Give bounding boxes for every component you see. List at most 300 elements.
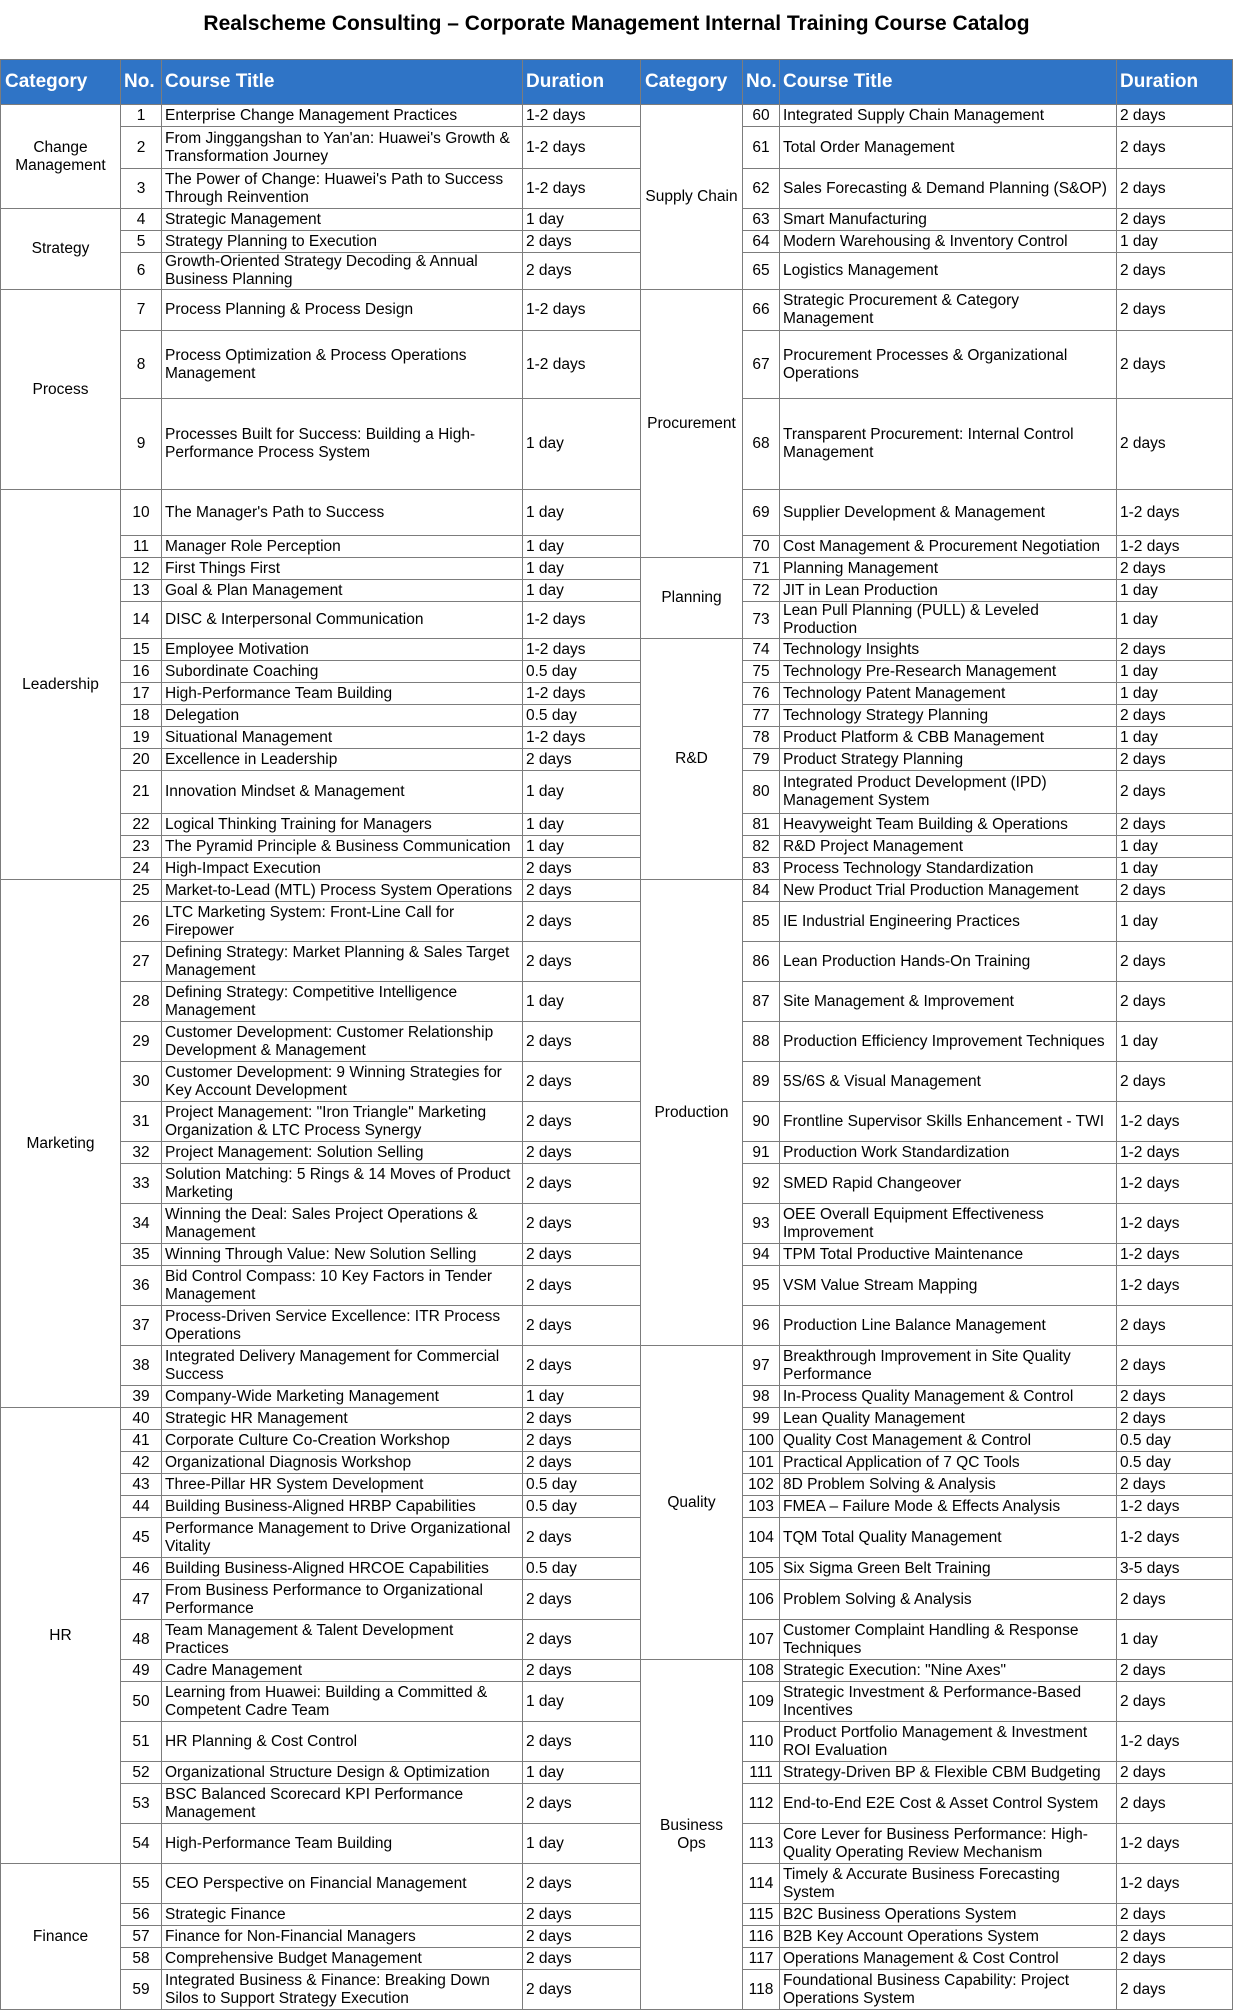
- course-number-right: 74: [743, 639, 780, 661]
- category-cell-left: HR: [1, 1408, 121, 1864]
- category-cell-left: Leadership: [1, 490, 121, 880]
- course-number-right: 111: [743, 1762, 780, 1784]
- duration-header-right: Duration: [1117, 60, 1233, 105]
- table-row: [1, 1164, 1233, 1204]
- course-duration-left: 2 days: [523, 231, 641, 253]
- course-duration-right: 2 days: [1117, 1474, 1233, 1496]
- course-duration-left: 2 days: [523, 1452, 641, 1474]
- course-number-left: 23: [121, 836, 162, 858]
- course-duration-right: 2 days: [1117, 558, 1233, 580]
- table-row: [1, 683, 1233, 705]
- table-row: [1, 814, 1233, 836]
- course-number-left: 47: [121, 1580, 162, 1620]
- course-title-right: Strategic Execution: "Nine Axes": [780, 1660, 1117, 1682]
- course-title-left: First Things First: [162, 558, 523, 580]
- course-duration-left: 1 day: [523, 814, 641, 836]
- course-title-left: DISC & Interpersonal Communication: [162, 602, 523, 639]
- course-title-left: Project Management: "Iron Triangle" Marketing Organization & LTC Process Synergy: [162, 1102, 523, 1142]
- course-title-right: Transparent Procurement: Internal Control Management: [780, 399, 1117, 490]
- course-title-right: Timely & Accurate Business Forecasting System: [780, 1864, 1117, 1904]
- course-number-left: 13: [121, 580, 162, 602]
- course-duration-left: 1 day: [523, 1682, 641, 1722]
- course-number-right: 62: [743, 169, 780, 209]
- course-number-right: 88: [743, 1022, 780, 1062]
- course-title-right: Modern Warehousing & Inventory Control: [780, 231, 1117, 253]
- course-number-left: 32: [121, 1142, 162, 1164]
- course-duration-right: 2 days: [1117, 1926, 1233, 1948]
- course-number-left: 38: [121, 1346, 162, 1386]
- course-duration-right: 1-2 days: [1117, 1824, 1233, 1864]
- category-header-left: Category: [1, 60, 121, 105]
- category-header-right: Category: [641, 60, 743, 105]
- course-duration-left: 2 days: [523, 1244, 641, 1266]
- course-number-right: 81: [743, 814, 780, 836]
- course-number-left: 34: [121, 1204, 162, 1244]
- course-number-right: 116: [743, 1926, 780, 1948]
- table-row: [1, 1682, 1233, 1722]
- course-title-right: Product Strategy Planning: [780, 749, 1117, 771]
- course-title-left: Finance for Non-Financial Managers: [162, 1926, 523, 1948]
- course-number-right: 113: [743, 1824, 780, 1864]
- course-duration-right: 2 days: [1117, 290, 1233, 331]
- course-number-left: 8: [121, 331, 162, 399]
- course-number-right: 94: [743, 1244, 780, 1266]
- table-row: [1, 661, 1233, 683]
- course-title-right: Smart Manufacturing: [780, 209, 1117, 231]
- course-title-left: The Power of Change: Huawei's Path to Success Through Reinvention: [162, 169, 523, 209]
- course-number-left: 7: [121, 290, 162, 331]
- table-row: [1, 290, 1233, 331]
- course-title-left: Excellence in Leadership: [162, 749, 523, 771]
- table-row: [1, 1558, 1233, 1580]
- course-title-left: Learning from Huawei: Building a Committed & Competent Cadre Team: [162, 1682, 523, 1722]
- course-title-right: Process Technology Standardization: [780, 858, 1117, 880]
- course-number-left: 18: [121, 705, 162, 727]
- course-duration-left: 1-2 days: [523, 331, 641, 399]
- course-title-left: High-Performance Team Building: [162, 1824, 523, 1864]
- table-row: [1, 982, 1233, 1022]
- course-title-right: SMED Rapid Changeover: [780, 1164, 1117, 1204]
- table-row: [1, 727, 1233, 749]
- table-row: [1, 1784, 1233, 1824]
- course-number-left: 26: [121, 902, 162, 942]
- table-row: [1, 1496, 1233, 1518]
- course-title-left: Defining Strategy: Competitive Intelligence Management: [162, 982, 523, 1022]
- course-number-right: 79: [743, 749, 780, 771]
- course-number-right: 93: [743, 1204, 780, 1244]
- course-title-left: Strategic HR Management: [162, 1408, 523, 1430]
- course-duration-right: 2 days: [1117, 1580, 1233, 1620]
- course-duration-left: 1 day: [523, 399, 641, 490]
- course-duration-right: 2 days: [1117, 1970, 1233, 2010]
- course-duration-left: 2 days: [523, 880, 641, 902]
- course-duration-left: 2 days: [523, 1306, 641, 1346]
- course-number-right: 106: [743, 1580, 780, 1620]
- table-row: [1, 1722, 1233, 1762]
- course-number-right: 112: [743, 1784, 780, 1824]
- course-duration-left: 2 days: [523, 1266, 641, 1306]
- course-title-right: Product Platform & CBB Management: [780, 727, 1117, 749]
- course-number-left: 4: [121, 209, 162, 231]
- course-duration-right: 2 days: [1117, 814, 1233, 836]
- course-duration-left: 1-2 days: [523, 683, 641, 705]
- course-number-right: 67: [743, 331, 780, 399]
- course-number-left: 45: [121, 1518, 162, 1558]
- table-row: [1, 1620, 1233, 1660]
- course-title-right: Total Order Management: [780, 127, 1117, 169]
- course-title-left: Integrated Delivery Management for Commercial Success: [162, 1346, 523, 1386]
- category-cell-left: Process: [1, 290, 121, 490]
- course-title-right: Customer Complaint Handling & Response Techniques: [780, 1620, 1117, 1660]
- course-number-left: 42: [121, 1452, 162, 1474]
- course-number-right: 98: [743, 1386, 780, 1408]
- course-duration-left: 2 days: [523, 902, 641, 942]
- table-row: [1, 1904, 1233, 1926]
- course-title-right: Breakthrough Improvement in Site Quality Performance: [780, 1346, 1117, 1386]
- course-title-header-left: Course Title: [162, 60, 523, 105]
- course-duration-left: 0.5 day: [523, 1474, 641, 1496]
- course-title-left: Organizational Diagnosis Workshop: [162, 1452, 523, 1474]
- course-duration-left: 2 days: [523, 858, 641, 880]
- course-title-right: B2B Key Account Operations System: [780, 1926, 1117, 1948]
- course-title-left: Enterprise Change Management Practices: [162, 105, 523, 127]
- course-title-left: Logical Thinking Training for Managers: [162, 814, 523, 836]
- course-duration-left: 2 days: [523, 1948, 641, 1970]
- course-number-right: 69: [743, 490, 780, 536]
- course-title-right: End-to-End E2E Cost & Asset Control System: [780, 1784, 1117, 1824]
- course-duration-right: 1 day: [1117, 580, 1233, 602]
- course-duration-left: 0.5 day: [523, 1558, 641, 1580]
- course-title-left: Process Optimization & Process Operations Management: [162, 331, 523, 399]
- course-number-left: 30: [121, 1062, 162, 1102]
- course-duration-right: 2 days: [1117, 982, 1233, 1022]
- course-catalog-table: [0, 59, 1233, 2010]
- course-duration-right: 2 days: [1117, 749, 1233, 771]
- table-row: [1, 602, 1233, 639]
- table-row: [1, 490, 1233, 536]
- course-number-right: 97: [743, 1346, 780, 1386]
- course-duration-left: 1-2 days: [523, 127, 641, 169]
- course-duration-left: 2 days: [523, 1904, 641, 1926]
- course-duration-left: 2 days: [523, 1620, 641, 1660]
- course-duration-left: 2 days: [523, 1926, 641, 1948]
- course-number-right: 91: [743, 1142, 780, 1164]
- course-title-left: High-Impact Execution: [162, 858, 523, 880]
- page-title: Realscheme Consulting – Corporate Management Internal Training Course Catalog: [203, 12, 1030, 35]
- course-duration-left: 1 day: [523, 1762, 641, 1784]
- course-number-right: 118: [743, 1970, 780, 2010]
- course-duration-right: 1 day: [1117, 1022, 1233, 1062]
- course-number-left: 17: [121, 683, 162, 705]
- course-duration-left: 1-2 days: [523, 727, 641, 749]
- course-title-left: Corporate Culture Co-Creation Workshop: [162, 1430, 523, 1452]
- course-duration-right: 1 day: [1117, 1620, 1233, 1660]
- course-number-left: 54: [121, 1824, 162, 1864]
- course-number-left: 3: [121, 169, 162, 209]
- course-number-right: 104: [743, 1518, 780, 1558]
- course-number-right: 110: [743, 1722, 780, 1762]
- course-title-right: Core Lever for Business Performance: High-Quality Operating Review Mechanism: [780, 1824, 1117, 1864]
- table-row: [1, 331, 1233, 399]
- course-number-right: 82: [743, 836, 780, 858]
- course-number-right: 107: [743, 1620, 780, 1660]
- course-title-left: Processes Built for Success: Building a High-Performance Process System: [162, 399, 523, 490]
- course-duration-right: 1 day: [1117, 602, 1233, 639]
- number-header-right: No.: [743, 60, 780, 105]
- table-row: [1, 1102, 1233, 1142]
- category-cell-left: Finance: [1, 1864, 121, 2010]
- course-title-right: Integrated Product Development (IPD) Management System: [780, 771, 1117, 814]
- table-row: [1, 880, 1233, 902]
- course-duration-right: 1 day: [1117, 231, 1233, 253]
- course-duration-right: 2 days: [1117, 1784, 1233, 1824]
- course-duration-right: 1 day: [1117, 727, 1233, 749]
- course-title-left: Delegation: [162, 705, 523, 727]
- course-duration-right: 1-2 days: [1117, 1164, 1233, 1204]
- course-number-right: 71: [743, 558, 780, 580]
- course-title-left: Goal & Plan Management: [162, 580, 523, 602]
- course-number-left: 40: [121, 1408, 162, 1430]
- course-title-left: Process Planning & Process Design: [162, 290, 523, 331]
- course-duration-left: 2 days: [523, 1102, 641, 1142]
- category-cell-left: Change Management: [1, 105, 121, 209]
- course-title-right: Lean Pull Planning (PULL) & Leveled Production: [780, 602, 1117, 639]
- course-duration-right: 1-2 days: [1117, 1266, 1233, 1306]
- course-title-left: BSC Balanced Scorecard KPI Performance Management: [162, 1784, 523, 1824]
- table-row: [1, 253, 1233, 290]
- course-number-left: 25: [121, 880, 162, 902]
- course-title-left: Winning Through Value: New Solution Selling: [162, 1244, 523, 1266]
- course-duration-right: 2 days: [1117, 1682, 1233, 1722]
- course-number-left: 1: [121, 105, 162, 127]
- course-title-left: Strategic Finance: [162, 1904, 523, 1926]
- course-number-right: 102: [743, 1474, 780, 1496]
- course-number-right: 103: [743, 1496, 780, 1518]
- course-number-left: 5: [121, 231, 162, 253]
- course-title-left: The Manager's Path to Success: [162, 490, 523, 536]
- course-title-right: Production Work Standardization: [780, 1142, 1117, 1164]
- course-number-left: 41: [121, 1430, 162, 1452]
- course-number-left: 56: [121, 1904, 162, 1926]
- course-number-left: 10: [121, 490, 162, 536]
- course-title-right: Production Efficiency Improvement Techniques: [780, 1022, 1117, 1062]
- course-duration-right: 1 day: [1117, 858, 1233, 880]
- course-title-right: Cost Management & Procurement Negotiation: [780, 536, 1117, 558]
- course-duration-right: 2 days: [1117, 105, 1233, 127]
- course-duration-right: 2 days: [1117, 1306, 1233, 1346]
- course-number-right: 75: [743, 661, 780, 683]
- course-title-left: Team Management & Talent Development Practices: [162, 1620, 523, 1660]
- course-duration-left: 2 days: [523, 1784, 641, 1824]
- course-title-right: B2C Business Operations System: [780, 1904, 1117, 1926]
- course-number-right: 92: [743, 1164, 780, 1204]
- course-title-left: Situational Management: [162, 727, 523, 749]
- course-duration-right: 2 days: [1117, 169, 1233, 209]
- course-duration-right: 2 days: [1117, 331, 1233, 399]
- course-number-right: 85: [743, 902, 780, 942]
- table-row: [1, 1244, 1233, 1266]
- course-title-right: 8D Problem Solving & Analysis: [780, 1474, 1117, 1496]
- course-title-left: Cadre Management: [162, 1660, 523, 1682]
- course-title-left: Project Management: Solution Selling: [162, 1142, 523, 1164]
- course-duration-left: 2 days: [523, 1970, 641, 2010]
- course-duration-right: 1-2 days: [1117, 1102, 1233, 1142]
- course-number-right: 61: [743, 127, 780, 169]
- course-title-right: Technology Strategy Planning: [780, 705, 1117, 727]
- course-title-left: Growth-Oriented Strategy Decoding & Annual Business Planning: [162, 253, 523, 290]
- course-duration-left: 0.5 day: [523, 1496, 641, 1518]
- course-title-left: Process-Driven Service Excellence: ITR Process Operations: [162, 1306, 523, 1346]
- table-row: [1, 169, 1233, 209]
- course-title-right: TQM Total Quality Management: [780, 1518, 1117, 1558]
- course-title-right: 5S/6S & Visual Management: [780, 1062, 1117, 1102]
- course-duration-right: 2 days: [1117, 1062, 1233, 1102]
- course-duration-left: 2 days: [523, 1204, 641, 1244]
- course-title-right: In-Process Quality Management & Control: [780, 1386, 1117, 1408]
- table-row: [1, 1142, 1233, 1164]
- course-duration-right: 1-2 days: [1117, 536, 1233, 558]
- table-row: [1, 1660, 1233, 1682]
- course-title-right: Site Management & Improvement: [780, 982, 1117, 1022]
- course-duration-right: 2 days: [1117, 1762, 1233, 1784]
- course-number-right: 78: [743, 727, 780, 749]
- course-number-right: 99: [743, 1408, 780, 1430]
- course-number-left: 43: [121, 1474, 162, 1496]
- course-number-left: 31: [121, 1102, 162, 1142]
- course-title-right: Technology Pre-Research Management: [780, 661, 1117, 683]
- course-number-left: 36: [121, 1266, 162, 1306]
- course-title-right: Production Line Balance Management: [780, 1306, 1117, 1346]
- category-cell-right: Procurement: [641, 290, 743, 558]
- course-number-right: 101: [743, 1452, 780, 1474]
- course-duration-right: 2 days: [1117, 942, 1233, 982]
- course-title-right: Technology Insights: [780, 639, 1117, 661]
- course-number-left: 57: [121, 1926, 162, 1948]
- course-title-right: Lean Quality Management: [780, 1408, 1117, 1430]
- course-duration-right: 1 day: [1117, 902, 1233, 942]
- course-duration-left: 2 days: [523, 1722, 641, 1762]
- course-number-left: 14: [121, 602, 162, 639]
- course-number-right: 83: [743, 858, 780, 880]
- course-duration-right: 1-2 days: [1117, 1518, 1233, 1558]
- course-title-left: The Pyramid Principle & Business Communication: [162, 836, 523, 858]
- course-duration-right: 1-2 days: [1117, 1142, 1233, 1164]
- course-title-left: Employee Motivation: [162, 639, 523, 661]
- table-row: [1, 1452, 1233, 1474]
- course-number-left: 11: [121, 536, 162, 558]
- course-duration-right: 1-2 days: [1117, 1244, 1233, 1266]
- course-number-right: 72: [743, 580, 780, 602]
- table-row: [1, 231, 1233, 253]
- table-row: [1, 209, 1233, 231]
- course-duration-left: 2 days: [523, 1430, 641, 1452]
- course-duration-right: 2 days: [1117, 127, 1233, 169]
- course-duration-right: 0.5 day: [1117, 1452, 1233, 1474]
- course-duration-right: 2 days: [1117, 399, 1233, 490]
- table-row: [1, 105, 1233, 127]
- course-title-right: Technology Patent Management: [780, 683, 1117, 705]
- course-number-left: 33: [121, 1164, 162, 1204]
- course-title-right: New Product Trial Production Management: [780, 880, 1117, 902]
- course-number-left: 29: [121, 1022, 162, 1062]
- course-duration-left: 2 days: [523, 1142, 641, 1164]
- course-number-right: 108: [743, 1660, 780, 1682]
- table-row: [1, 1762, 1233, 1784]
- table-row: [1, 1518, 1233, 1558]
- course-number-right: 66: [743, 290, 780, 331]
- course-number-right: 114: [743, 1864, 780, 1904]
- course-duration-right: 1-2 days: [1117, 1864, 1233, 1904]
- course-duration-left: 1-2 days: [523, 169, 641, 209]
- course-number-right: 109: [743, 1682, 780, 1722]
- course-duration-right: 2 days: [1117, 705, 1233, 727]
- course-duration-left: 2 days: [523, 1408, 641, 1430]
- course-number-left: 20: [121, 749, 162, 771]
- course-title-right: R&D Project Management: [780, 836, 1117, 858]
- course-title-right: Quality Cost Management & Control: [780, 1430, 1117, 1452]
- table-row: [1, 1580, 1233, 1620]
- course-title-left: Building Business-Aligned HRCOE Capabilities: [162, 1558, 523, 1580]
- course-duration-right: 1 day: [1117, 836, 1233, 858]
- course-number-left: 44: [121, 1496, 162, 1518]
- course-number-left: 16: [121, 661, 162, 683]
- category-cell-right: Supply Chain: [641, 105, 743, 290]
- course-title-left: Three-Pillar HR System Development: [162, 1474, 523, 1496]
- course-title-left: High-Performance Team Building: [162, 683, 523, 705]
- course-duration-left: 1-2 days: [523, 639, 641, 661]
- table-row: [1, 836, 1233, 858]
- table-row: [1, 1306, 1233, 1346]
- course-number-left: 53: [121, 1784, 162, 1824]
- course-title-right: Logistics Management: [780, 253, 1117, 290]
- course-title-right: Product Portfolio Management & Investment ROI Evaluation: [780, 1722, 1117, 1762]
- course-number-left: 9: [121, 399, 162, 490]
- course-duration-left: 2 days: [523, 1164, 641, 1204]
- course-duration-right: 1 day: [1117, 661, 1233, 683]
- table-row: [1, 1346, 1233, 1386]
- course-title-right: TPM Total Productive Maintenance: [780, 1244, 1117, 1266]
- course-number-left: 50: [121, 1682, 162, 1722]
- course-number-right: 115: [743, 1904, 780, 1926]
- table-row: [1, 1824, 1233, 1864]
- course-duration-right: 1-2 days: [1117, 1722, 1233, 1762]
- course-duration-left: 1-2 days: [523, 290, 641, 331]
- course-number-left: 52: [121, 1762, 162, 1784]
- course-title-left: Winning the Deal: Sales Project Operations & Management: [162, 1204, 523, 1244]
- course-duration-right: 0.5 day: [1117, 1430, 1233, 1452]
- course-title-right: Foundational Business Capability: Project Operations System: [780, 1970, 1117, 2010]
- course-duration-right: 2 days: [1117, 1660, 1233, 1682]
- course-title-right: Operations Management & Cost Control: [780, 1948, 1117, 1970]
- course-title-left: From Jinggangshan to Yan'an: Huawei's Growth & Transformation Journey: [162, 127, 523, 169]
- category-cell-right: Production: [641, 880, 743, 1346]
- table-row: [1, 1386, 1233, 1408]
- course-number-left: 24: [121, 858, 162, 880]
- course-title-right: OEE Overall Equipment Effectiveness Improvement: [780, 1204, 1117, 1244]
- course-number-right: 117: [743, 1948, 780, 1970]
- course-title-left: HR Planning & Cost Control: [162, 1722, 523, 1762]
- category-cell-right: Quality: [641, 1346, 743, 1660]
- course-number-left: 48: [121, 1620, 162, 1660]
- course-duration-left: 2 days: [523, 1864, 641, 1904]
- course-duration-left: 1 day: [523, 982, 641, 1022]
- table-row: [1, 1948, 1233, 1970]
- table-row: [1, 771, 1233, 814]
- category-cell-left: Marketing: [1, 880, 121, 1408]
- course-title-left: Market-to-Lead (MTL) Process System Operations: [162, 880, 523, 902]
- course-title-right: Strategic Procurement & Category Management: [780, 290, 1117, 331]
- course-title-right: VSM Value Stream Mapping: [780, 1266, 1117, 1306]
